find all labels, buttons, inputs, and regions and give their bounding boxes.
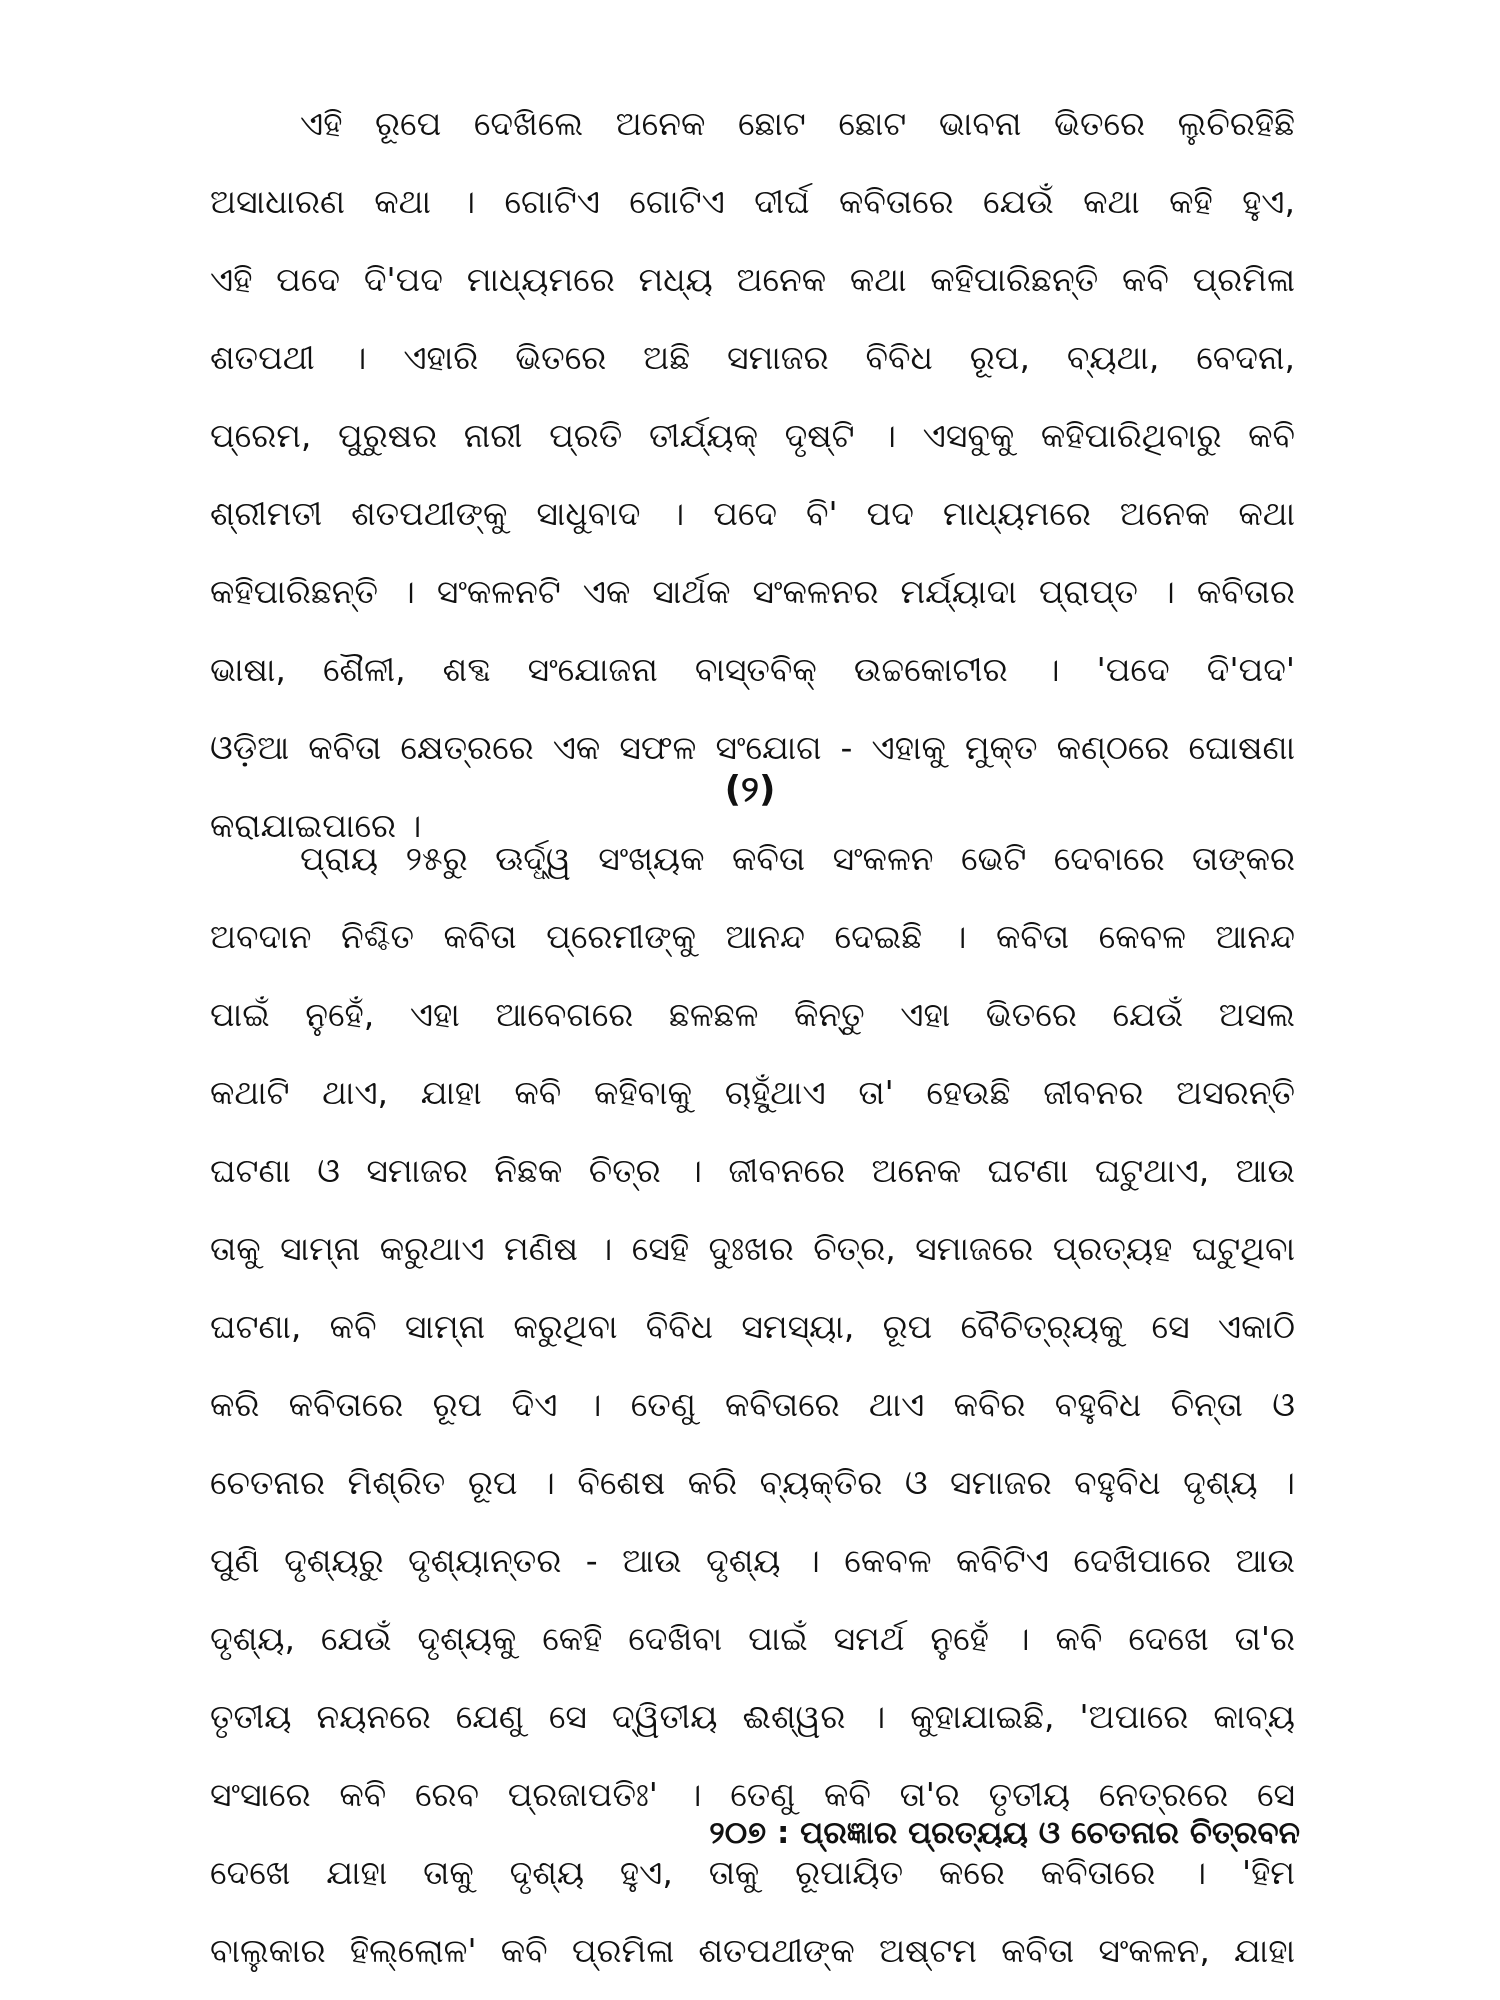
paragraph-1 bbox=[210, 85, 1295, 865]
text-line: ପାଇଁ ନୁହେଁ, ଏହା ଆବେଗରେ ଛଳଛଳ କିନ୍ତୁ ଏହା ଭିତରେ ଯେଉଁ ଅସଲ bbox=[210, 995, 1295, 1034]
text-line: ଭାଷା, ଶୈଳୀ, ଶବ୍ଦ ସଂଯୋଜନା ବାସ୍ତବିକ୍ ଉଚ୍ଚକୋଟୀର । 'ପଦେ ଦି'ପଦ' bbox=[210, 650, 1295, 689]
text-line: ଶ୍ରୀମତୀ ଶତପଥୀଙ୍କୁ ସାଧୁବାଦ । ପଦେ ବି' ପଦ ମାଧ୍ୟମରେ ଅନେକ କଥା bbox=[210, 494, 1295, 533]
text-line: ଓଡ଼ିଆ କବିତା କ୍ଷେତ୍ରରେ ଏକ ସଫଳ ସଂଯୋଗ - ଏହାକୁ ମୁକ୍ତ କଣ୍ଠରେ ଘୋଷଣା bbox=[210, 728, 1295, 767]
text-line: ଦୃଶ୍ୟ, ଯେଉଁ ଦୃଶ୍ୟକୁ କେହି ଦେଖିବା ପାଇଁ ସମର୍ଥ ନୁହେଁ । କବି ଦେଖେ ତା'ର bbox=[210, 1619, 1295, 1658]
text-line: ଚେତନାର ମିଶ୍ରିତ ରୂପ । ବିଶେଷ କରି ବ୍ୟକ୍ତିର ଓ ସମାଜର ବହୁବିଧ ଦୃଶ୍ୟ । bbox=[210, 1463, 1295, 1502]
text-line: ବାଲୁକାର ହିଲ୍ଲୋଳ' କବି ପ୍ରମିଳା ଶତପଥୀଙ୍କ ଅଷ୍ଟମ କବିତା ସଂକଳନ, ଯାହା bbox=[210, 1931, 1295, 1970]
text-line: କରି କବିତାରେ ରୂପ ଦିଏ । ତେଣୁ କବିତାରେ ଥାଏ କବିର ବହୁବିଧ ଚିନ୍ତା ଓ bbox=[210, 1385, 1295, 1424]
text-line: ତୃତୀୟ ନୟନରେ ଯେଣୁ ସେ ଦ୍ୱିତୀୟ ଈଶ୍ୱର । କୁହାଯାଇଛି, 'ଅପାରେ କାବ୍ୟ bbox=[210, 1697, 1295, 1736]
text-line: ପୁଣି ଦୃଶ୍ୟରୁ ଦୃଶ୍ୟାନ୍ତର - ଆଉ ଦୃଶ୍ୟ । କେବଳ କବିଟିଏ ଦେଖିପାରେ ଆଉ bbox=[210, 1541, 1295, 1580]
page-number: ୨୦୭ bbox=[709, 1815, 767, 1851]
text-line: କହିପାରିଛନ୍ତି । ସଂକଳନଟି ଏକ ସାର୍ଥକ ସଂକଳନର ମର୍ଯ୍ୟାଦା ପ୍ରାପ୍ତ । କବିତାର bbox=[210, 572, 1295, 611]
text-line: କଥାଟି ଥାଏ, ଯାହା କବି କହିବାକୁ ଚାହୁଁଥାଏ ତା' ହେଉଛି ଜୀବନର ଅସରନ୍ତି bbox=[210, 1073, 1295, 1112]
text-line: ଅସାଧାରଣ କଥା । ଗୋଟିଏ ଗୋଟିଏ ଦୀର୍ଘ କବିତାରେ ଯେଉଁ କଥା କହି ହୁଏ, bbox=[210, 182, 1295, 221]
page-footer bbox=[709, 1808, 1300, 1858]
text-line: ସଂସାରେ କବି ରେବ ପ୍ରଜାପତିଃ' । ତେଣୁ କବି ତା'ର ତୃତୀୟ ନେତ୍ରରେ ସେ bbox=[210, 1775, 1295, 1814]
section-number: (୨) bbox=[724, 769, 776, 810]
text-line: ତାକୁ ସାମ୍ନା କରୁଥାଏ ମଣିଷ । ସେହି ଦୁଃଖର ଚିତ୍ର, ସମାଜରେ ପ୍ରତ୍ୟହ ଘଟୁଥିବା bbox=[210, 1229, 1295, 1268]
footer-separator: : bbox=[776, 1815, 790, 1851]
text-line: ପ୍ରେମ, ପୁରୁଷର ନାରୀ ପ୍ରତି ତୀର୍ଯ୍ୟକ୍ ଦୃଷ୍ଟି । ଏସବୁକୁ କହିପାରିଥିବାରୁ କବି bbox=[210, 416, 1295, 455]
text-line: କରାଯାଇପାରେ । bbox=[210, 806, 422, 845]
text-line: ଏହି ପଦେ ଦି'ପଦ ମାଧ୍ୟମରେ ମଧ୍ୟ ଅନେକ କଥା କହିପାରିଛନ୍ତି କବି ପ୍ରମିଳା bbox=[210, 260, 1295, 299]
text-line: ଘଟଣା, କବି ସାମ୍ନା କରୁଥିବା ବିବିଧ ସମସ୍ୟା, ରୂପ ବୈଚିତ୍ର୍ୟକୁ ସେ ଏକାଠି bbox=[210, 1307, 1295, 1346]
text-line: ଦେଖେ ଯାହା ତାକୁ ଦୃଶ୍ୟ ହୁଏ, ତାକୁ ରୂପାୟିତ କରେ କବିତାରେ । 'ହିମ bbox=[210, 1853, 1295, 1892]
text-line: ଏହି ରୂପେ ଦେଖିଲେ ଅନେକ ଛୋଟ ଛୋଟ ଭାବନା ଭିତରେ ଲୁଚିରହିଛି bbox=[300, 104, 1295, 143]
text-line: ଅବଦାନ ନିଶ୍ଚିତ କବିତା ପ୍ରେମୀଙ୍କୁ ଆନନ୍ଦ ଦେଇଛି । କବିତା କେବଳ ଆନନ୍ଦ bbox=[210, 917, 1295, 956]
running-title: ପ୍ରଜ୍ଞାର ପ୍ରତ୍ୟୟ ଓ ଚେତନାର ଚିତ୍ରବନ bbox=[800, 1815, 1300, 1851]
text-line: ଘଟଣା ଓ ସମାଜର ନିଛକ ଚିତ୍ର । ଜୀବନରେ ଅନେକ ଘଟଣା ଘଟୁଥାଏ, ଆଉ bbox=[210, 1151, 1295, 1190]
text-line: ପ୍ରାୟ ୨୫ରୁ ଊର୍ଦ୍ଧ୍ୱ ସଂଖ୍ୟକ କବିତା ସଂକଳନ ଭେଟି ଦେବାରେ ତାଙ୍କର bbox=[300, 839, 1295, 878]
text-line: ଶତପଥୀ । ଏହାରି ଭିତରେ ଅଛି ସମାଜର ବିବିଧ ରୂପ, ବ୍ୟଥା, ବେଦନା, bbox=[210, 338, 1295, 377]
